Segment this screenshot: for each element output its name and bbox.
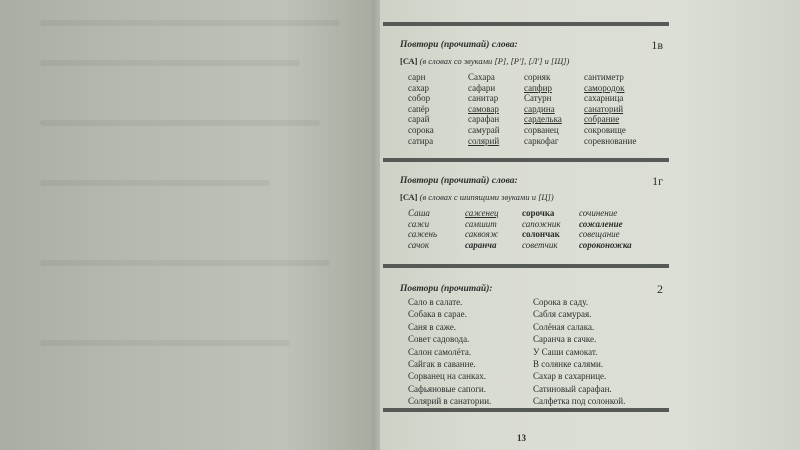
phrase: У Саши самокат. [533,346,598,357]
ghost-text-line [40,60,300,66]
word: сорняк [524,72,551,82]
word: саженец [465,208,499,218]
phrase: Сатиновый сарафан. [533,383,612,394]
ghost-text-line [40,260,330,266]
phrase-column-right [533,296,625,408]
word: сачок [408,239,430,250]
word: сарай [408,114,430,125]
word: саркофаг [524,135,559,146]
phrase: Саранча в сачке. [533,334,597,345]
word: сапфир [524,82,552,93]
section-divider [383,264,669,268]
word: Саша [408,208,430,218]
phrase: Сорока в саду. [533,297,589,307]
exercise-title: Повтори (прочитай): [400,284,493,294]
word: санитар [468,93,499,104]
ghost-text-line [40,340,290,346]
phrase: Сорванец на санках. [408,371,486,382]
word: сапожник [522,218,561,229]
word: сороконожка [579,239,632,250]
word: Сатурн [524,93,552,104]
word: сахарница [584,93,624,104]
phrase: Сабля самурая. [533,309,592,320]
word: сахар [408,82,429,93]
phrase: Саня в саже. [408,321,457,332]
word: сокровище [584,124,626,135]
sound-tag: [СА] [400,56,418,66]
word: сантиметр [584,72,624,82]
word: сарн [408,72,426,82]
word: самовар [468,103,499,114]
ghost-text-line [40,20,340,26]
ghost-text-line [40,180,270,186]
phrase: Солярий в санатории. [408,396,492,407]
exercise-title: Повтори (прочитай) слова: [400,176,518,186]
sound-note: (в словах с шипящими звуками и [Ц]) [419,192,554,202]
word: солончак [522,229,560,240]
section-divider [383,158,669,162]
word: сардина [524,103,555,114]
word: саранча [465,239,497,250]
exercise-subheading [400,56,569,66]
word: сажень [408,229,438,240]
word: сочинение [579,208,618,218]
word: сатира [408,135,434,146]
word: собор [408,93,431,104]
word: солярий [468,135,500,146]
word: собрание [584,114,620,125]
exercise-number: 2 [657,282,663,296]
phrase: Сафьяновые сапоги. [408,383,486,394]
exercise-number: 1г [652,174,663,188]
sound-tag: [СА] [400,192,418,202]
word-grid [408,208,669,250]
word: самурай [468,124,500,135]
exercise-1v [400,36,665,156]
section-divider [383,408,669,412]
phrase: Сало в салате. [408,297,463,307]
word: сожаление [579,218,623,229]
exercise-subheading [400,192,554,202]
word: сорока [408,124,434,135]
sound-note: (в словах со звуками [Р], [Р'], [Л'] и [Щ]) [419,56,570,66]
phrase: Солёная салака. [533,321,595,332]
word-grid [408,72,674,146]
word: сорочка [522,208,555,218]
word: сажи [408,218,430,229]
word: соревнование [584,135,637,146]
word: сорванец [524,124,559,135]
exercise-2 [400,282,665,408]
exercise-number: 1в [651,38,663,52]
word: сапёр [408,103,430,114]
word: сарафан [468,114,500,125]
exercise-1g [400,172,665,262]
section-divider [383,22,669,26]
word: саквояж [465,229,499,240]
word: советчик [522,239,558,250]
word: сарделька [524,114,562,125]
word: самшит [465,218,497,229]
phrase: Собака в сарае. [408,309,467,320]
word: самородок [584,82,625,93]
phrase: Сахар в сахарнице. [533,371,607,382]
word: санаторий [584,103,624,114]
phrase: Салфетка под солонкой. [533,396,626,407]
phrase: Салон самолёта. [408,346,472,357]
page-number: 13 [517,433,526,443]
phrase: Сайгак в саванне. [408,359,476,370]
ghost-text-line [40,120,320,126]
exercise-title: Повтори (прочитай) слова: [400,40,518,50]
word: совещание [579,229,620,240]
left-page [0,0,378,450]
phrase: Совет садовода. [408,334,470,345]
word: Сахара [468,72,495,82]
phrase-column-left [408,296,491,408]
word: сафари [468,82,496,93]
phrase: В солянке салями. [533,359,604,370]
